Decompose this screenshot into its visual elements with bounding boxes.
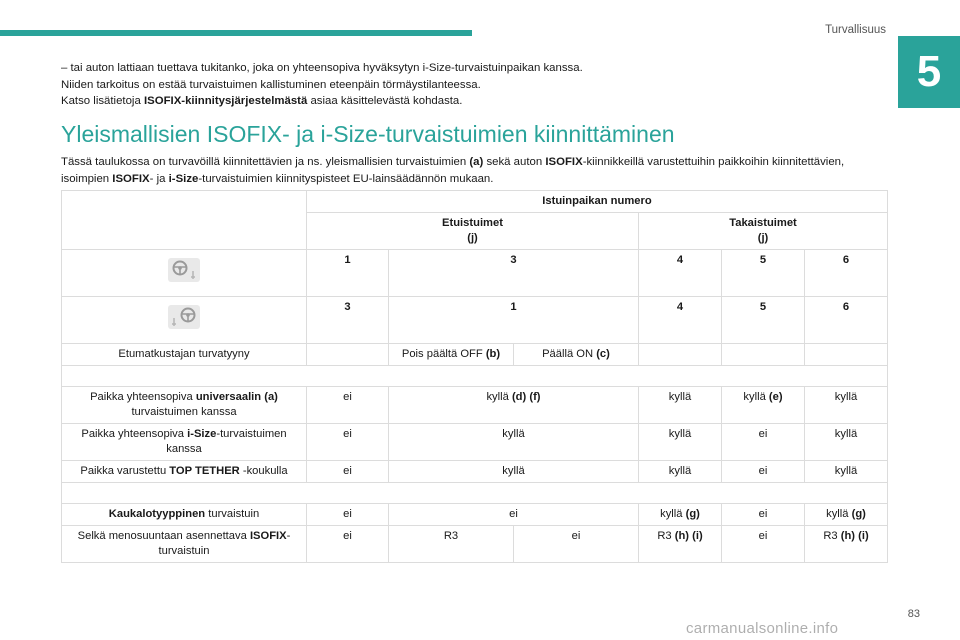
intro-line-2: Niiden tarkoitus on estää turvaistuimen kallistuminen eteenpäin törmäystilanteessa.: [61, 78, 481, 91]
intro-reference: ISOFIX-kiinnitysjärjestelmästä: [143, 95, 308, 107]
seat-cell: 6: [805, 250, 888, 297]
seat-number-header: Istuinpaikan numero: [307, 191, 888, 213]
table-row: Paikka yhteensopiva universaalin (a) turvaistuimen kanssa ei kyllä (d) (f) kyllä kyllä (e) kyllä: [62, 387, 888, 424]
tether-label: Paikka varustettu TOP TETHER -koukulla: [62, 461, 307, 483]
airbag-label: Etumatkustajan turvatyyny: [62, 344, 307, 366]
table-row: [62, 344, 888, 366]
seat-cell: 4: [639, 250, 722, 297]
seat-cell: 5: [722, 297, 805, 344]
seat-cell: 1: [389, 297, 639, 344]
table-row: Paikka yhteensopiva i-Size-turvaistuimen kanssa ei kyllä kyllä ei kyllä: [62, 424, 888, 461]
rhd-icon-cell: [62, 297, 307, 344]
table-row: [62, 191, 888, 213]
cradle-label: Kaukalotyyppinen turvaistuin: [62, 504, 307, 526]
watermark: carmanualsonline.info: [686, 620, 839, 637]
section-heading: Yleismallisien ISOFIX- ja i-Size-turvaistuimien kiinnittäminen: [61, 121, 675, 147]
page-number: 83: [907, 608, 920, 620]
seat-cell: 1: [307, 250, 389, 297]
table-row: [62, 297, 888, 344]
seat-cell: 3: [389, 250, 639, 297]
rearfacing-label: Selkä menosuuntaan asennettava ISOFIX-turvaistuin: [62, 526, 307, 563]
right-hand-drive-steering-wheel-icon: [167, 304, 201, 330]
isofix-compatibility-table: [61, 190, 888, 563]
chapter-number-badge: 5: [898, 36, 960, 108]
isize-label: Paikka yhteensopiva i-Size-turvaistuimen kanssa: [62, 424, 307, 461]
intro-text: [61, 60, 881, 110]
intro-line-3: Katso lisätietoja ISOFIX-kiinnitysjärjestelmästä asiaa käsittelevästä kohdasta.: [61, 95, 463, 107]
intro-line-1: – tai auton lattiaan tuettava tukitanko, joka on yhteensopiva hyväksytyn i-Size-turvaistuinpaikan kanssa.: [61, 62, 583, 74]
airbag-on-cell: Päällä ON (c): [514, 344, 639, 366]
airbag-off-cell: Pois päältä OFF (b): [389, 344, 514, 366]
table-spacer-row: [62, 366, 888, 387]
lead-paragraph: Tässä taulukossa on turvavöillä kiinnitettävien ja ns. yleismallisien turvaistuimien (a) sekä auton ISOFIX-kiinnikkeillä varustettuihin paikkoihin kiinnitettävien, isoimpien ISOFIX- ja i-Size-turvaistuimien kiinnityspisteet EU-lainsäädännön mukaan.: [61, 156, 845, 185]
table-row: Paikka varustettu TOP TETHER -koukulla ei kyllä kyllä ei kyllä: [62, 461, 888, 483]
table-spacer-row: [62, 483, 888, 504]
universal-label: Paikka yhteensopiva universaalin (a) turvaistuimen kanssa: [62, 387, 307, 424]
lhd-icon-cell: [62, 250, 307, 297]
left-hand-drive-steering-wheel-icon: [167, 257, 201, 283]
seat-cell: 6: [805, 297, 888, 344]
table-row: [62, 250, 888, 297]
rear-seats-header: Takaistuimet (j): [639, 213, 888, 250]
table-row: Kaukalotyyppinen turvaistuin ei ei kyllä (g) ei kyllä (g): [62, 504, 888, 526]
section-title: Turvallisuus: [825, 24, 886, 36]
header-accent-bar: [0, 30, 472, 36]
table-row: Selkä menosuuntaan asennettava ISOFIX-turvaistuin ei R3 ei R3 (h) (i) ei R3 (h) (i): [62, 526, 888, 563]
seat-cell: 3: [307, 297, 389, 344]
seat-cell: 5: [722, 250, 805, 297]
seat-cell: 4: [639, 297, 722, 344]
front-seats-header: Etuistuimet (j): [307, 213, 639, 250]
